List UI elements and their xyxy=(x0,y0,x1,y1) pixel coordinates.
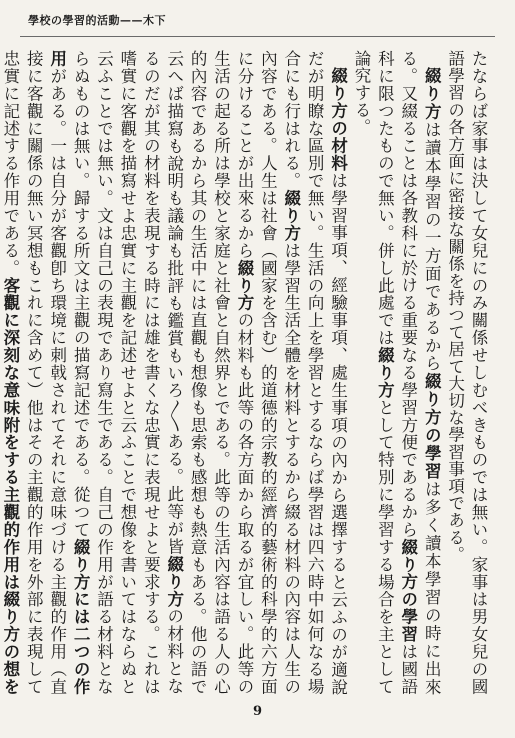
emphasized-text: 綴り方 xyxy=(281,189,301,242)
paragraph xyxy=(0,50,350,695)
text-run: は國語科に限つたもので無い。併し此處では xyxy=(375,50,418,695)
emphasized-text: 綴り方 xyxy=(375,346,395,399)
emphasized-text: 綴り方 xyxy=(422,66,442,121)
emphasized-text: 綴り方の學習 xyxy=(422,372,442,481)
text-run: の材料も此等の各方面から取るが宜しい。此等の生活の起る所は學校と家庭と社會と自然界とである。此等の生活內容は語る人の心的內容であるから其の生活中には直觀も想像も思索も感想も熱意もある。他の語で云へば描寫も說明も議論も批評も鑑賞もいろ〳〵ある。此等が皆 xyxy=(164,50,254,695)
paragraph xyxy=(350,50,444,695)
page-number: 9 xyxy=(252,704,263,719)
text-run: は讀本學習の一方面であるから xyxy=(422,120,442,373)
emphasized-text: 綴り方 xyxy=(234,259,254,312)
emphasized-text: 綴り方の學習 xyxy=(398,538,418,643)
text-run: がある。一は自分が客觀卽ち環境に刺戟されてそれに意味づける主觀的作用（直接に客觀に關係の無い冥想もこれに含めて）他はその主觀的作用を外部に表現して忠實に記述する作用である。 xyxy=(0,50,67,695)
emphasized-text: 綴り方には二つの作用 xyxy=(47,50,91,695)
text-run: は多く讀本學習の時に出來る。又綴ることは各教科に於ける重要なる學習方便であるから xyxy=(398,50,442,695)
body-text xyxy=(0,50,490,695)
text-run: は學習事項、經驗事項、處生事項の內から選擇すると云ふのが適說だが明瞭な區別で無い。生活の向上を學習とするならば學習は四六時中如何なる場合にも行はれる。 xyxy=(281,50,348,695)
text-run: の材料となるのだが其の材料を表現する時には雄を書くな忠實に表現せよと要求する。これは嗜實に客觀を描寫せよ忠實に主觀を記述せよと云ふことで想像を書いてはならぬと云ふことでは無い。文は自己の表現であり寫生である。自己の作用が語る材料とならぬものは無い。歸する所文は主觀の描寫記述である。從つて xyxy=(71,50,184,695)
emphasized-text: 綴り方の材料 xyxy=(328,66,348,172)
running-head: 學校の學習的活動——木下 xyxy=(28,14,166,27)
text-run: は學習生活全體を材料とするから綴る材料の內容は人生の內容である。人生は社會（國家を含む）的道德的宗教的經濟的藝術的科學的六方面に分けることが出來るから xyxy=(234,50,301,695)
emphasized-text: 客觀に深刻な意味附をする主觀的作用は綴り方の想を xyxy=(0,276,20,695)
header-rule xyxy=(20,36,495,37)
text-run: として特別に學習する場合を主として論究する。 xyxy=(351,50,395,695)
emphasized-text: 綴り方 xyxy=(164,555,184,608)
paragraph xyxy=(443,50,490,695)
text-run: たならば家事は決して女兒にのみ關係せしむべきものでは無い。家事は男女兒の國語學習の各方面に密接な關係を持つて居て大切な學習事項である。 xyxy=(445,50,488,695)
